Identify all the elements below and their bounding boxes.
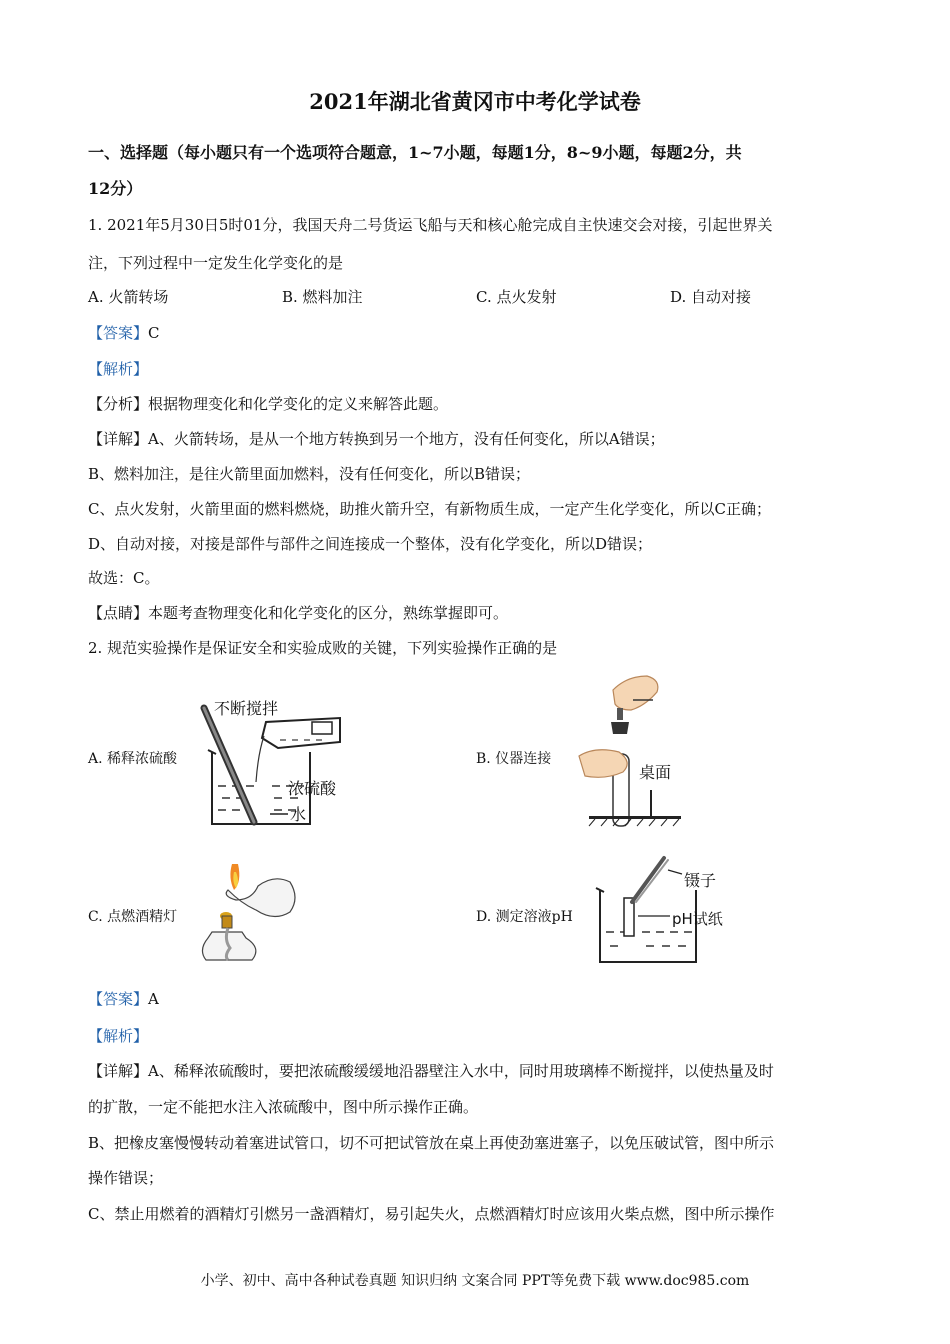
q2-option-b-label: B. 仪器连接 [476,751,552,767]
q2-analysis-tag: 【解析】 [88,1027,149,1045]
detail-a-text: A、火箭转场，是从一个地方转换到另一个地方，没有任何变化，所以A错误； [148,430,665,448]
label-stir: 不断搅拌 [214,699,279,718]
q2-option-a-label: A. 稀释浓硫酸 [88,751,178,767]
q1-stem: 1. 2021年5月30日5时01分，我国天舟二号货运飞船与天和核心舱完成自主快速交会对接，引起世界关 [88,216,773,234]
dilution-figure [200,690,360,830]
label-water: 水 [290,805,307,824]
q1-option-a: A. 火箭转场 [88,288,169,306]
q2-option-d-label: D. 测定溶液pH [476,909,573,925]
q1-stem-cont: 注，下列过程中一定发生化学变化的是 [88,254,344,272]
answer-tag: 【答案】 [88,324,149,342]
q1-detail-d: D、自动对接，对接是部件与部件之间连接成一个整体，没有化学变化，所以D错误； [88,535,653,553]
q1-answer: C [148,324,160,342]
q1-detail-b: B、燃料加注，是往火箭里面加燃料，没有任何变化，所以B错误； [88,465,531,483]
connection-figure [575,670,695,830]
label-desk: 桌面 [639,763,672,782]
q1-option-b: B. 燃料加注 [282,288,363,306]
label-tweezers: 镊子 [684,871,717,890]
document-title: 2021年湖北省黄冈市中考化学试卷 [309,89,641,114]
section-heading: 一、选择题（每小题只有一个选项符合题意，1~7小题，每题1分，8~9小题，每题2分，共 [88,143,742,162]
q2-detail-b: B、把橡皮塞慢慢转动着塞进试管口，切不可把试管放在桌上再使劲塞进塞子，以免压破试管，图中所示 [88,1134,775,1152]
q2-answer: A [148,990,159,1008]
q1-option-d: D. 自动对接 [670,288,752,306]
label-acid: 浓硫酸 [288,779,337,798]
q2-detail-a [88,1060,774,1082]
q2-detail-b-cont: 操作错误； [88,1169,164,1187]
detail-tag: 【详解】 [88,430,149,448]
dianjing-tag: 【点睛】 [88,604,149,622]
fenxi-tag: 【分析】 [88,395,149,413]
q1-detail-c: C、点火发射，火箭里面的燃料燃烧，助推火箭升空，有新物质生成，一定产生化学变化，所以C正确； [88,500,771,518]
q1-option-c: C. 点火发射 [476,288,557,306]
fenxi-text: 根据物理变化和化学变化的定义来解答此题。 [148,395,449,413]
q1-answer-line [88,322,160,344]
detail-a-text: A、稀释浓硫酸时，要把浓硫酸缓缓地沿器壁注入水中，同时用玻璃棒不断搅拌，以使热量及时 [148,1062,774,1080]
alcohol-lamp-figure [198,856,308,968]
q2-answer-line [88,988,159,1010]
section-heading-cont: 12分） [88,179,143,198]
q1-dianjing [88,602,508,624]
detail-tag: 【详解】 [88,1062,149,1080]
footer-ad: 小学、初中、高中各种试卷真题 知识归纳 文案合同 PPT等免费下载 www.doc985.com [200,1273,750,1289]
dianjing-text: 本题考查物理变化和化学变化的区分，熟练掌握即可。 [148,604,509,622]
q2-detail-a-cont: 的扩散，一定不能把水注入浓硫酸中，图中所示操作正确。 [88,1098,479,1116]
label-ph-paper: pH试纸 [672,910,723,928]
q1-fenxi [88,393,448,415]
ph-figure [592,852,752,966]
q1-choose: 故选：C。 [88,569,160,587]
q1-detail-a [88,428,665,450]
q2-stem: 2. 规范实验操作是保证安全和实验成败的关键，下列实验操作正确的是 [88,639,558,657]
q2-detail-c: C、禁止用燃着的酒精灯引燃另一盏酒精灯，易引起失火，点燃酒精灯时应该用火柴点燃，图中所示操作 [88,1205,775,1223]
answer-tag: 【答案】 [88,990,149,1008]
q2-option-c-label: C. 点燃酒精灯 [88,909,178,925]
q1-analysis-tag: 【解析】 [88,360,149,378]
